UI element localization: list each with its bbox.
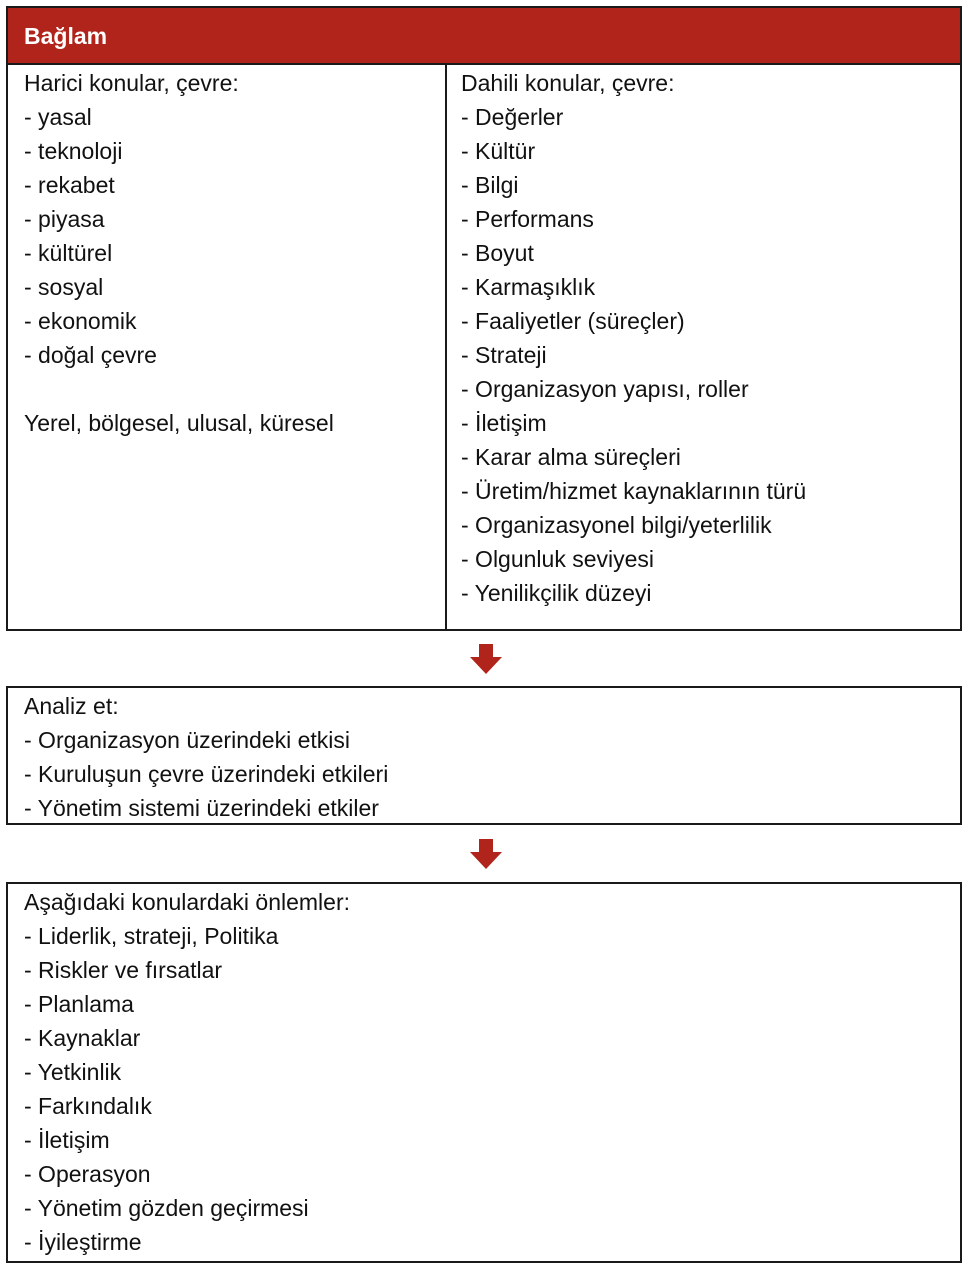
actions-item: - Yönetim gözden geçirmesi — [24, 1195, 309, 1221]
actions-item: - Kaynaklar — [24, 1025, 141, 1051]
internal-item: - İletişim — [461, 410, 547, 436]
actions-item: - Yetkinlik — [24, 1059, 122, 1085]
actions-item: - Riskler ve fırsatlar — [24, 957, 223, 983]
internal-item: - Faaliyetler (süreçler) — [461, 308, 685, 334]
analyze-item: - Organizasyon üzerindeki etkisi — [24, 727, 350, 753]
analyze-item: - Yönetim sistemi üzerindeki etkiler — [24, 795, 379, 821]
arrow-down-icon — [470, 644, 502, 674]
internal-item: - Organizasyonel bilgi/yeterlilik — [461, 512, 772, 538]
internal-item: - Bilgi — [461, 172, 519, 198]
internal-item: - Performans — [461, 206, 594, 232]
context-box — [6, 6, 962, 631]
analyze-box — [6, 686, 962, 825]
actions-box — [6, 882, 962, 1263]
actions-heading: Aşağıdaki konulardaki önlemler: — [24, 889, 351, 915]
analyze-heading: Analiz et: — [24, 693, 119, 719]
internal-item: - Organizasyon yapısı, roller — [461, 376, 749, 402]
internal-item: - Boyut — [461, 240, 534, 266]
external-item: - sosyal — [24, 274, 104, 300]
blank-line — [24, 372, 445, 406]
internal-item: - Üretim/hizmet kaynaklarının türü — [461, 478, 807, 504]
actions-item: - Liderlik, strateji, Politika — [24, 923, 279, 949]
actions-item: - İyileştirme — [24, 1229, 142, 1255]
actions-item: - Planlama — [24, 991, 134, 1017]
external-item: - kültürel — [24, 240, 113, 266]
external-item: - piyasa — [24, 206, 105, 232]
external-item: - rekabet — [24, 172, 115, 198]
actions-item: - İletişim — [24, 1127, 110, 1153]
internal-item: - Strateji — [461, 342, 547, 368]
external-column — [8, 65, 445, 629]
context-title: Bağlam — [8, 8, 960, 65]
internal-item: - Karar alma süreçleri — [461, 444, 681, 470]
internal-item: - Kültür — [461, 138, 536, 164]
internal-item: - Olgunluk seviyesi — [461, 546, 655, 572]
internal-item: - Değerler — [461, 104, 564, 130]
actions-item: - Farkındalık — [24, 1093, 152, 1119]
internal-item: - Yenilikçilik düzeyi — [461, 580, 652, 606]
external-scope: Yerel, bölgesel, ulusal, küresel — [24, 410, 334, 436]
external-item: - yasal — [24, 104, 92, 130]
analyze-item: - Kuruluşun çevre üzerindeki etkileri — [24, 761, 389, 787]
external-item: - doğal çevre — [24, 342, 157, 368]
external-item: - ekonomik — [24, 308, 137, 334]
internal-item: - Karmaşıklık — [461, 274, 596, 300]
arrow-down-icon — [470, 839, 502, 869]
internal-column — [447, 65, 960, 629]
actions-item: - Operasyon — [24, 1161, 151, 1187]
internal-heading: Dahili konular, çevre: — [461, 70, 675, 96]
external-heading: Harici konular, çevre: — [24, 70, 239, 96]
external-item: - teknoloji — [24, 138, 123, 164]
